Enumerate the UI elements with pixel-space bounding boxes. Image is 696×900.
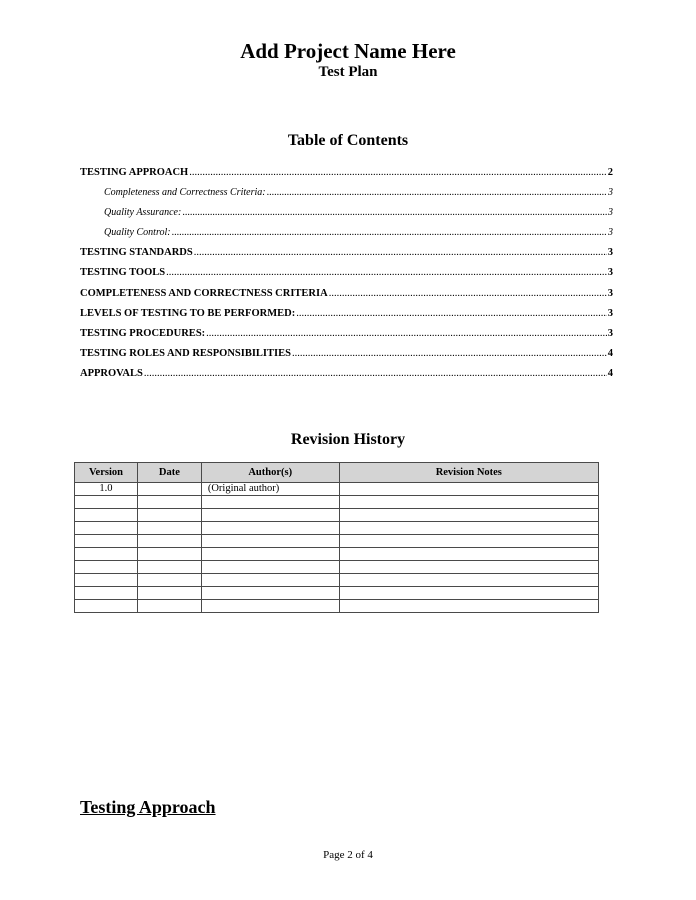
toc-entry-page: 3 xyxy=(607,287,613,299)
cell-version[interactable] xyxy=(75,600,138,613)
cell-date[interactable] xyxy=(137,600,201,613)
toc-entry-testing-procedures[interactable] xyxy=(80,324,613,344)
toc-leader-dots xyxy=(194,243,607,263)
cell-date[interactable] xyxy=(137,574,201,587)
table-row xyxy=(75,509,599,522)
cell-version[interactable] xyxy=(75,587,138,600)
table-header-row xyxy=(75,463,599,483)
cell-author[interactable] xyxy=(201,522,339,535)
cell-date[interactable] xyxy=(137,483,201,496)
toc-entry-label: TESTING APPROACH xyxy=(80,167,189,178)
toc-leader-dots xyxy=(206,324,607,344)
table-row xyxy=(75,483,599,496)
cell-notes[interactable] xyxy=(339,548,598,561)
column-header-authors: Author(s) xyxy=(201,463,339,483)
cell-author[interactable] xyxy=(201,600,339,613)
cell-notes[interactable] xyxy=(339,587,598,600)
toc-entry-testing-approach[interactable] xyxy=(80,163,613,183)
cell-author[interactable] xyxy=(201,574,339,587)
cell-version[interactable] xyxy=(75,535,138,548)
toc-entry-label: TESTING ROLES AND RESPONSIBILITIES xyxy=(80,347,291,359)
toc-entry-label: TESTING STANDARDS xyxy=(80,247,193,259)
cell-date[interactable] xyxy=(137,587,201,600)
cell-version[interactable]: 1.0 xyxy=(75,483,138,496)
toc-leader-dots xyxy=(296,304,607,324)
page-number-footer: Page 2 of 4 xyxy=(323,849,373,861)
toc-entry-page: 3 xyxy=(608,227,613,239)
table-row xyxy=(75,522,599,535)
document-subtitle: Test Plan xyxy=(318,64,378,80)
toc-entry-label: TESTING PROCEDURES: xyxy=(80,327,206,339)
table-row xyxy=(75,587,599,600)
toc-entry-page: 3 xyxy=(608,207,613,219)
toc-entry-quality-assurance[interactable] xyxy=(80,203,613,223)
toc-leader-dots xyxy=(182,203,607,223)
cell-author[interactable] xyxy=(201,587,339,600)
column-header-revision-notes: Revision Notes xyxy=(339,463,598,483)
cell-notes[interactable] xyxy=(339,574,598,587)
toc-entry-roles-and-responsibilities[interactable] xyxy=(80,344,613,364)
toc-entry-label: COMPLETENESS AND CORRECTNESS CRITERIA xyxy=(80,287,328,299)
table-row xyxy=(75,561,599,574)
toc-leader-dots xyxy=(292,344,607,364)
cell-date[interactable] xyxy=(137,496,201,509)
cell-notes[interactable] xyxy=(339,483,598,496)
revision-history-table xyxy=(74,462,599,613)
toc-entry-label: Quality Control: xyxy=(104,227,171,239)
toc-entry-testing-standards[interactable] xyxy=(80,243,613,263)
cell-author[interactable] xyxy=(201,535,339,548)
toc-leader-dots xyxy=(172,223,607,243)
toc-leader-dots xyxy=(189,163,607,183)
table-row xyxy=(75,535,599,548)
toc-entry-completeness-and-correctness[interactable] xyxy=(80,284,613,304)
cell-version[interactable] xyxy=(75,574,138,587)
toc-leader-dots xyxy=(329,284,607,304)
cell-author[interactable] xyxy=(201,509,339,522)
section-heading-testing-approach: Testing Approach xyxy=(80,797,216,817)
cell-notes[interactable] xyxy=(339,535,598,548)
document-title: Add Project Name Here xyxy=(240,39,456,63)
cell-date[interactable] xyxy=(137,509,201,522)
cell-notes[interactable] xyxy=(339,561,598,574)
toc-entry-testing-tools[interactable] xyxy=(80,263,613,283)
table-row xyxy=(75,548,599,561)
toc-entry-page: 3 xyxy=(607,267,613,279)
toc-entry-page: 4 xyxy=(607,347,613,359)
revision-history-heading: Revision History xyxy=(290,431,406,448)
cell-notes[interactable] xyxy=(339,496,598,509)
cell-date[interactable] xyxy=(137,522,201,535)
cell-author[interactable] xyxy=(201,561,339,574)
toc-entry-page: 3 xyxy=(608,187,613,199)
table-row xyxy=(75,496,599,509)
cell-version[interactable] xyxy=(75,509,138,522)
column-header-version: Version xyxy=(75,463,138,483)
toc-entry-label: APPROVALS xyxy=(80,367,143,379)
toc-entry-label: Completeness and Correctness Criteria: xyxy=(104,187,266,199)
toc-entry-approvals[interactable] xyxy=(80,364,613,384)
toc-entry-label: LEVELS OF TESTING TO BE PERFORMED: xyxy=(80,307,296,319)
toc-entry-page: 3 xyxy=(607,307,613,319)
cell-notes[interactable] xyxy=(339,522,598,535)
toc-entry-page: 3 xyxy=(607,247,613,259)
cell-date[interactable] xyxy=(137,561,201,574)
toc-entry-page: 3 xyxy=(607,327,613,339)
cell-notes[interactable] xyxy=(339,509,598,522)
toc-heading: Table of Contents xyxy=(287,132,409,149)
toc-leader-dots xyxy=(144,364,607,384)
toc-entry-levels-of-testing[interactable] xyxy=(80,304,613,324)
cell-date[interactable] xyxy=(137,548,201,561)
table-of-contents xyxy=(80,163,613,384)
toc-entry-page: 2 xyxy=(607,167,613,178)
toc-entry-quality-control[interactable] xyxy=(80,223,613,243)
toc-leader-dots xyxy=(166,263,607,283)
table-row xyxy=(75,600,599,613)
cell-author[interactable] xyxy=(201,548,339,561)
cell-version[interactable] xyxy=(75,561,138,574)
toc-leader-dots xyxy=(267,183,607,203)
toc-entry-label: TESTING TOOLS xyxy=(80,267,166,279)
cell-version[interactable] xyxy=(75,522,138,535)
toc-entry-label: Quality Assurance: xyxy=(104,207,182,219)
cell-notes[interactable] xyxy=(339,600,598,613)
table-row xyxy=(75,574,599,587)
cell-date[interactable] xyxy=(137,535,201,548)
column-header-date: Date xyxy=(137,463,201,483)
toc-entry-completeness-criteria[interactable] xyxy=(80,183,613,203)
cell-author[interactable] xyxy=(201,496,339,509)
toc-entry-page: 4 xyxy=(607,367,613,379)
cell-author[interactable]: (Original author) xyxy=(201,483,339,496)
cell-version[interactable] xyxy=(75,548,138,561)
cell-version[interactable] xyxy=(75,496,138,509)
